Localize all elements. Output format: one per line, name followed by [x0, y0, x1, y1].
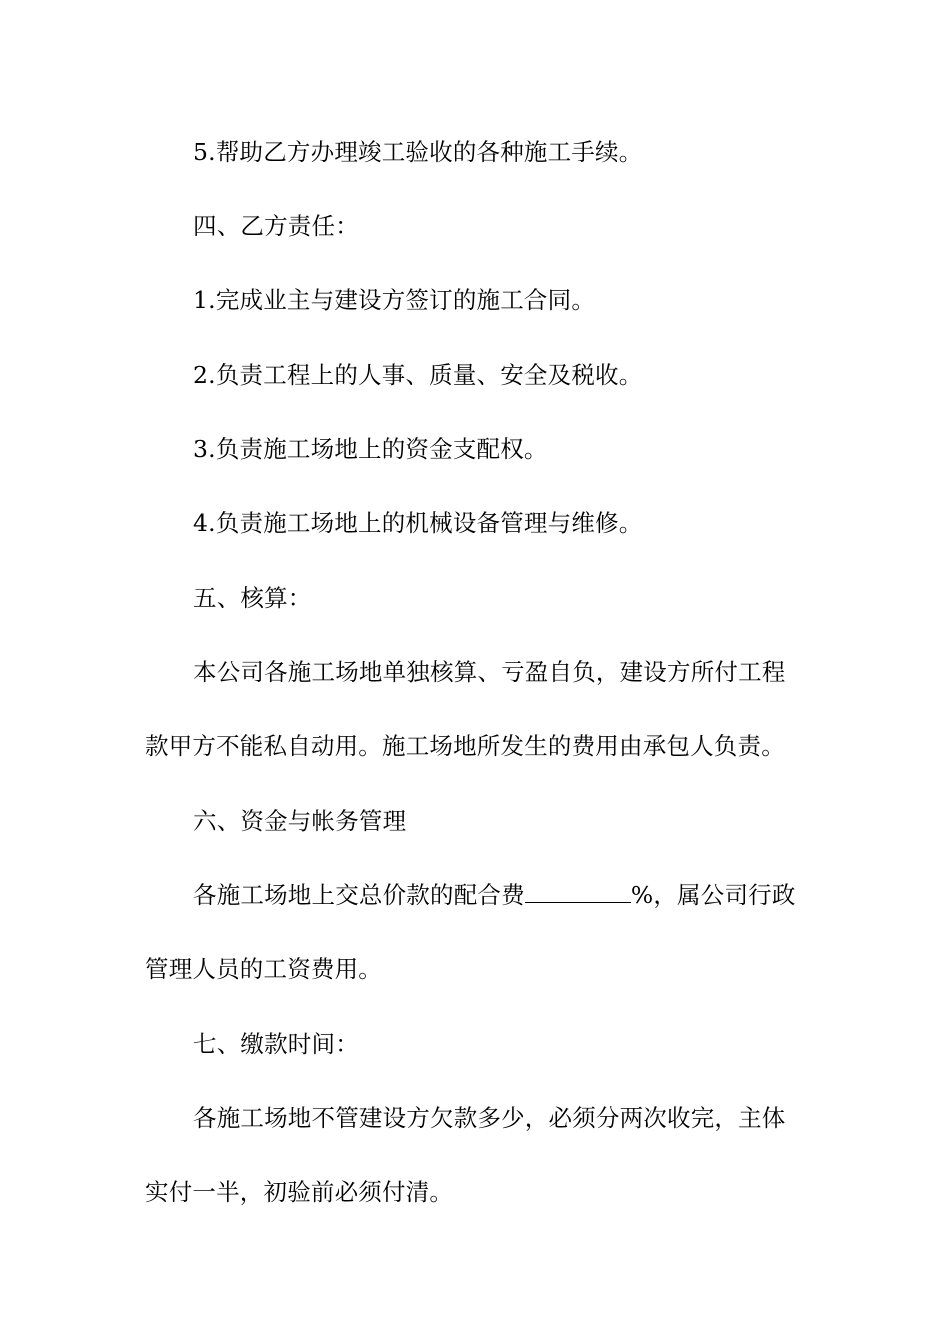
paragraph-line: 实付一半，初验前必须付清。	[145, 1178, 454, 1206]
fee-blank[interactable]	[525, 880, 631, 903]
fee-line-text: 各施工场地上交总价款的配合费	[193, 881, 525, 909]
clause-item-1: 1.完成业主与建设方签订的施工合同。	[193, 286, 596, 314]
section-heading-7: 七、缴款时间：	[193, 1030, 359, 1058]
fee-line-text-after: %，属公司行政	[630, 881, 796, 909]
clause-item-2: 2.负责工程上的人事、质量、安全及税收。	[193, 361, 643, 389]
clause-item-4: 4.负责施工场地上的机械设备管理与维修。	[193, 509, 643, 537]
clause-item-3: 3.负责施工场地上的资金支配权。	[193, 435, 548, 463]
paragraph-line: 各施工场地不管建设方欠款多少，必须分两次收完，主体	[193, 1104, 786, 1132]
paragraph-line: 管理人员的工资费用。	[145, 955, 382, 983]
section-heading-6: 六、资金与帐务管理	[193, 807, 407, 835]
paragraph-line: 款甲方不能私自动用。施工场地所发生的费用由承包人负责。	[145, 732, 785, 760]
section-heading-5: 五、核算：	[193, 584, 312, 612]
paragraph-line: 本公司各施工场地单独核算、亏盈自负，建设方所付工程	[193, 658, 786, 686]
section-heading-4: 四、乙方责任：	[193, 212, 359, 240]
fee-line	[193, 880, 805, 910]
clause-item-5: 5.帮助乙方办理竣工验收的各种施工手续。	[193, 138, 643, 166]
